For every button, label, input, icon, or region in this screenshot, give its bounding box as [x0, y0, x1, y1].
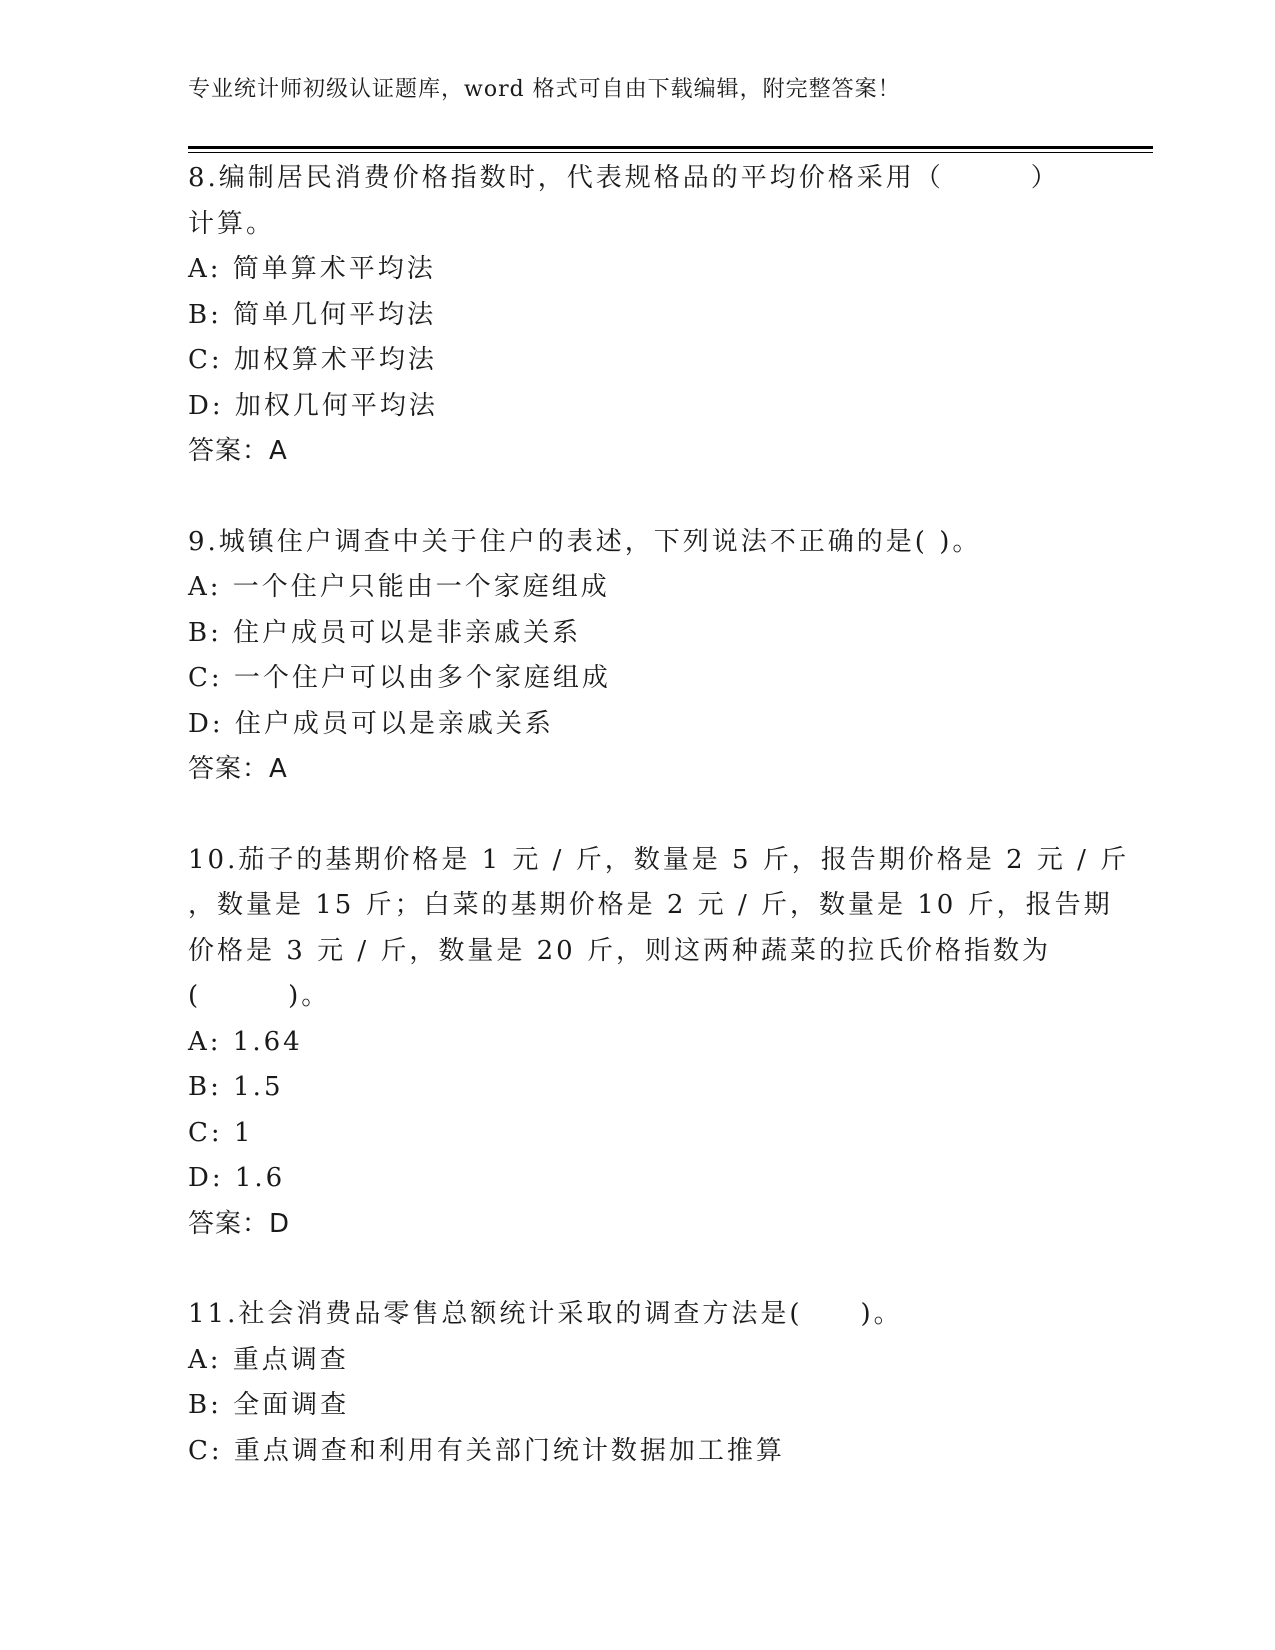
answer-label: 答案：A [188, 436, 288, 466]
option-a: A: 1.64 [188, 1026, 303, 1057]
option-c: C: 重点调查和利用有关部门统计数据加工推算 [188, 1435, 785, 1466]
option-b: B: 1.5 [188, 1072, 284, 1102]
option-b: B: 全面调查 [188, 1390, 350, 1420]
option-a: A: 重点调查 [188, 1344, 349, 1375]
option-b: B: 住户成员可以是非亲戚关系 [188, 617, 582, 648]
question-text: 9.城镇住户调查中关于住户的表述，下列说法不正确的是( )。 [188, 526, 982, 557]
question-11 [188, 1292, 1088, 1474]
option-c: C: 一个住户可以由多个家庭组成 [188, 663, 611, 693]
option-c: C: 1 [188, 1117, 254, 1148]
header-rule-thin [188, 152, 1153, 153]
answer-label: 答案：A [188, 754, 288, 784]
option-b: B: 简单几何平均法 [188, 299, 437, 330]
question-text: 计算。 [188, 208, 276, 239]
header-rule-thick [188, 146, 1153, 149]
option-a: A: 简单算术平均法 [188, 254, 436, 284]
question-text: 11.社会消费品零售总额统计采取的调查方法是( )。 [188, 1299, 903, 1329]
option-c: C: 加权算术平均法 [188, 345, 437, 375]
question-text: ( )。 [188, 981, 331, 1011]
page-header: 专业统计师初级认证题库，word 格式可自由下载编辑，附完整答案！ [188, 77, 901, 102]
option-d: D: 1.6 [188, 1163, 286, 1193]
question-text: ，数量是 15 斤；白菜的基期价格是 2 元 / 斤，数量是 10 斤，报告期 [188, 890, 1113, 920]
option-d: D: 加权几何平均法 [188, 390, 438, 421]
question-10 [188, 838, 1130, 1248]
option-a: A: 一个住户只能由一个家庭组成 [188, 572, 610, 602]
question-text: 价格是 3 元 / 斤，数量是 20 斤，则这两种蔬菜的拉氏价格指数为 [188, 935, 1051, 966]
question-9 [188, 520, 1088, 793]
question-list [188, 156, 1130, 1474]
question-text: 10.茄子的基期价格是 1 元 / 斤，数量是 5 斤，报告期价格是 2 元 / 斤 [188, 844, 1130, 875]
question-8 [188, 156, 1088, 475]
option-d: D: 住户成员可以是亲戚关系 [188, 708, 554, 739]
answer-label: 答案：D [188, 1208, 291, 1239]
question-text: 8.编制居民消费价格指数时，代表规格品的平均价格采用（ ） [188, 163, 1060, 193]
